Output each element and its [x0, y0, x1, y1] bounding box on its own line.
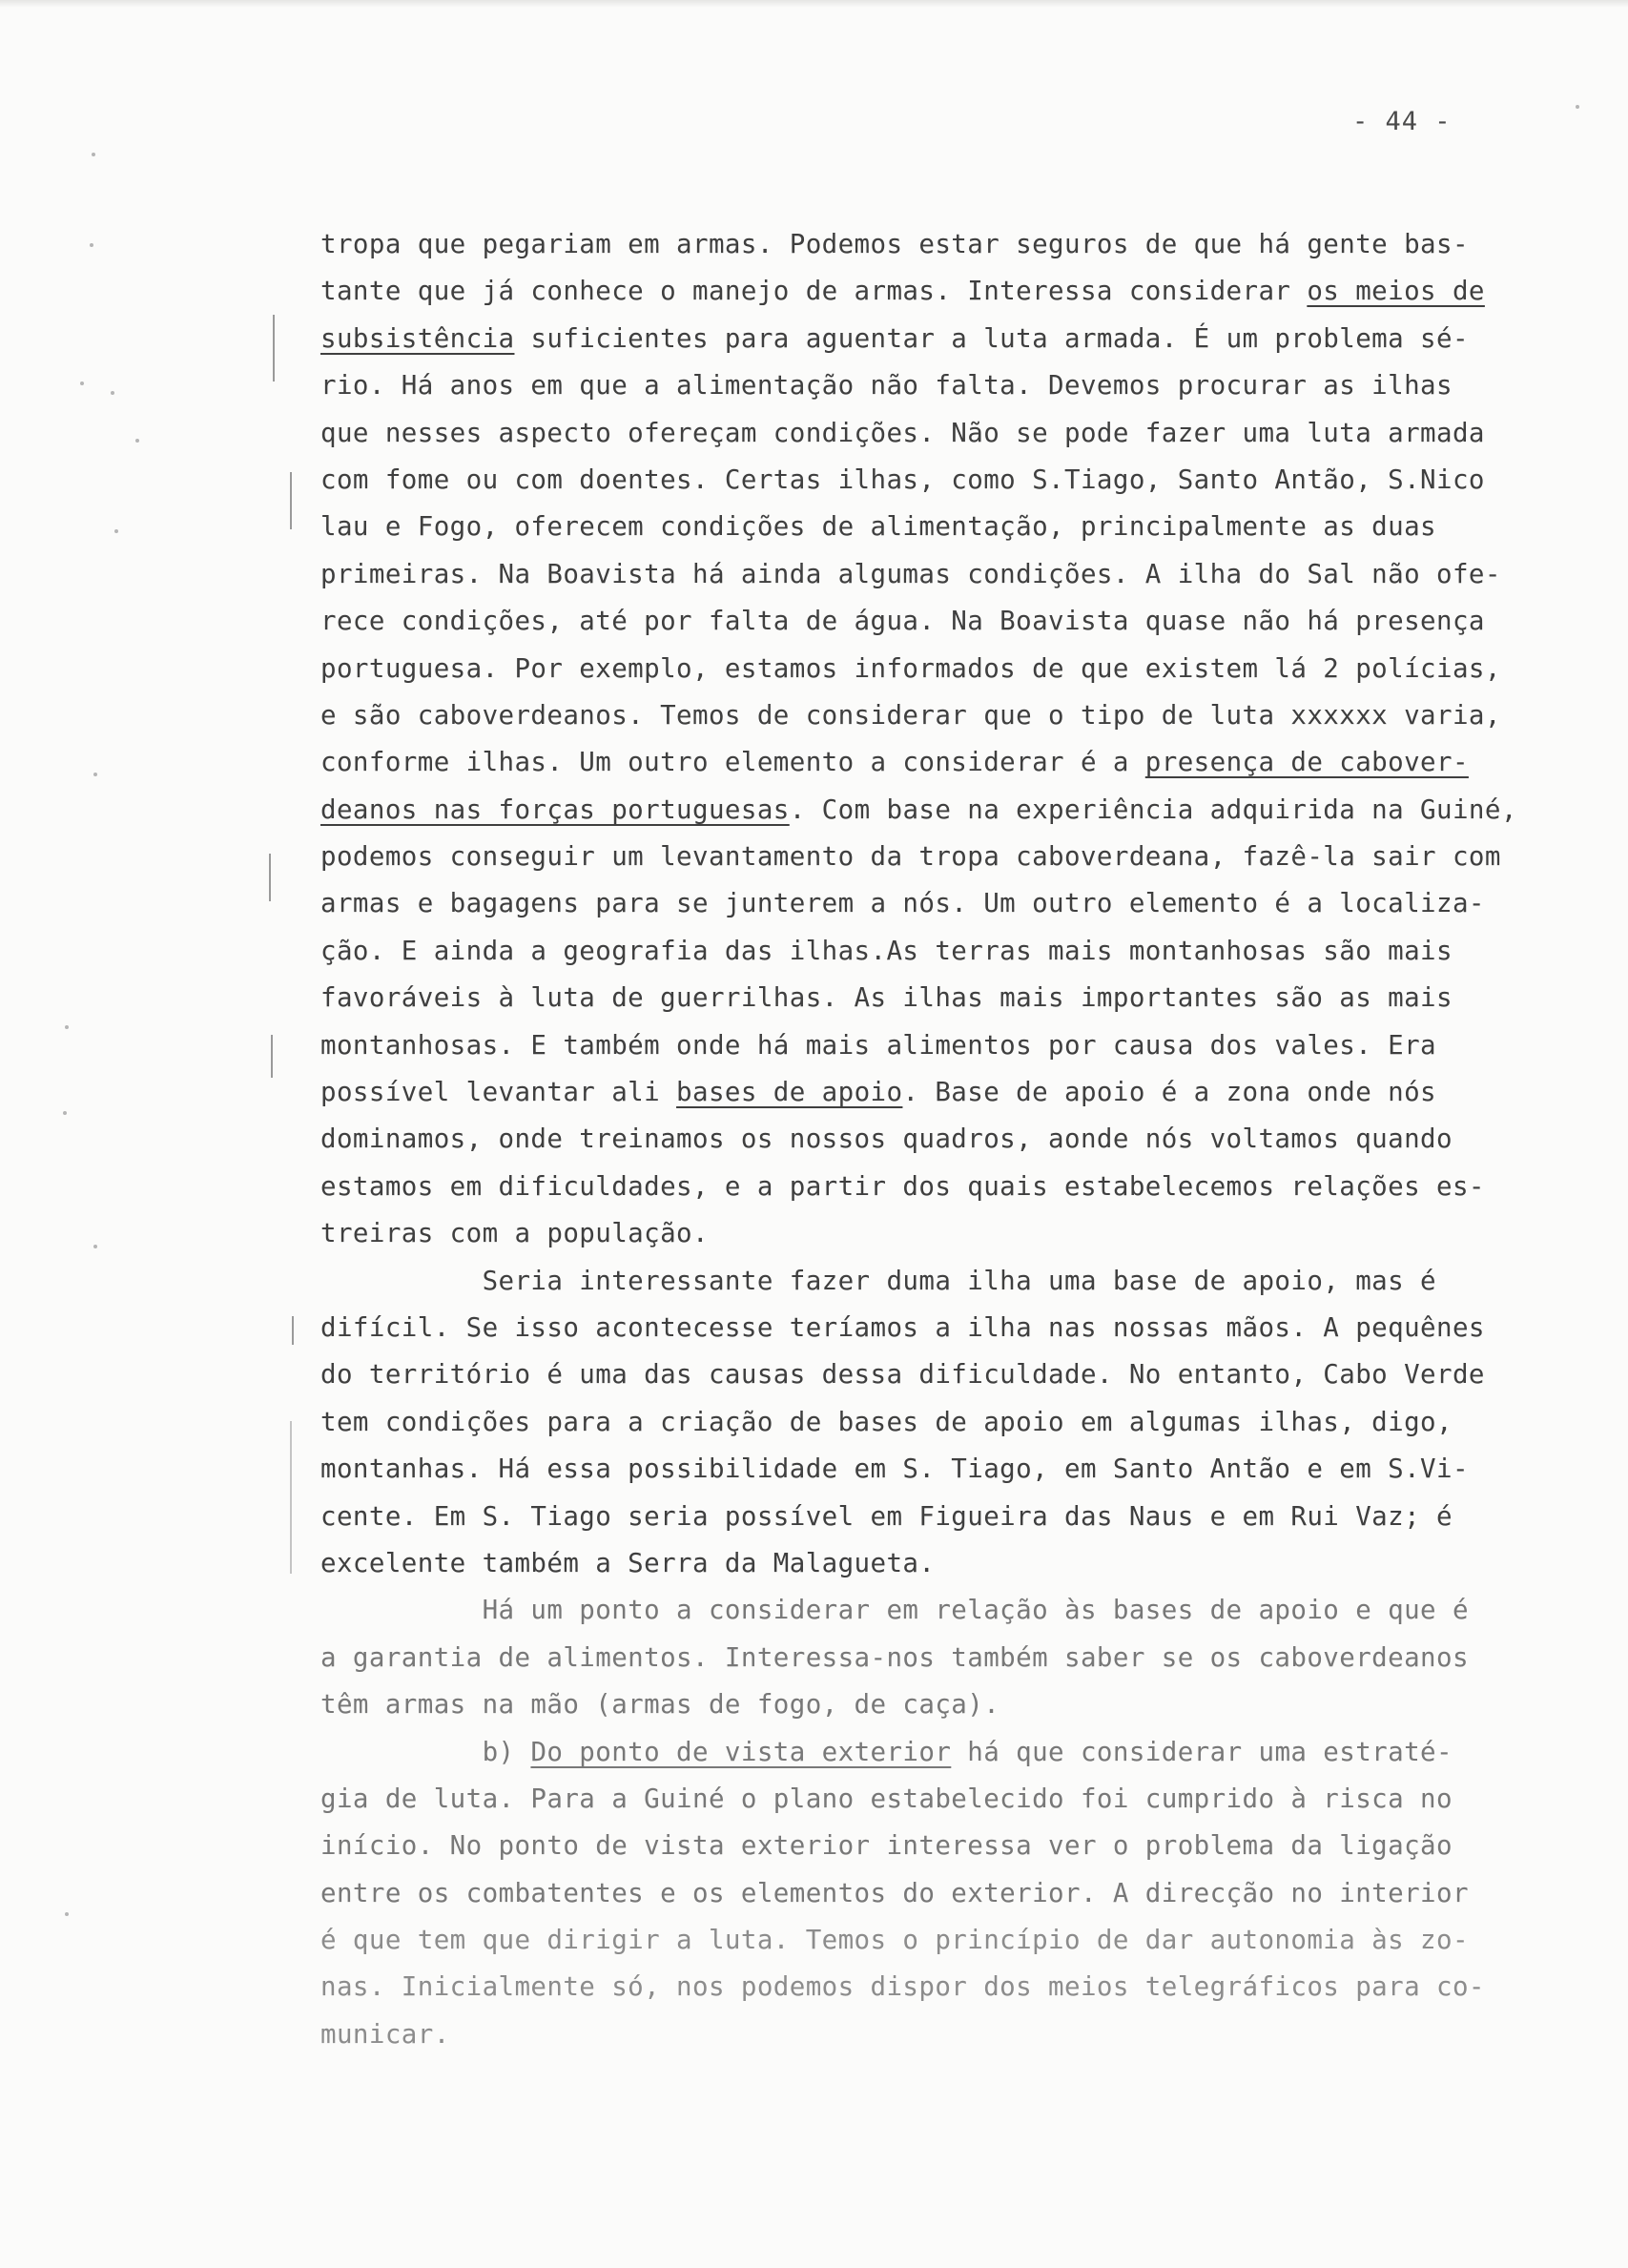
text-line: [320, 410, 1560, 457]
text-line: [320, 221, 1560, 268]
scan-speck: [80, 381, 84, 385]
line-text: tem condições para a criação de bases de apoio em algumas ilhas, digo,: [320, 1406, 1453, 1437]
line-text: . Com base na experiência adquirida na Guiné,: [789, 794, 1517, 825]
text-line: [320, 646, 1560, 692]
text-line: [320, 1305, 1560, 1351]
scan-speck: [135, 439, 139, 443]
line-text: . Base de apoio é a zona onde nós: [902, 1077, 1436, 1108]
line-text: estamos em dificuldades, e a partir dos quais estabelecemos relações es-: [320, 1170, 1485, 1202]
line-text: dominamos, onde treinamos os nossos quadros, aonde nós voltamos quando: [320, 1124, 1453, 1155]
underlined-phrase: deanos nas forças portuguesas: [320, 794, 790, 825]
line-text: montanhas. Há essa possibilidade em S. Tiago, em Santo Antão e em S.Vi-: [320, 1454, 1469, 1485]
scan-speck: [93, 1245, 97, 1248]
line-text: rece condições, até por falta de água. Na Boavista quase não há presença: [320, 606, 1485, 637]
line-text: têm armas na mão (armas de fogo, de caça).: [320, 1689, 1000, 1721]
line-text: é que tem que dirigir a luta. Temos o princípio de dar autonomia às zo-: [320, 1925, 1469, 1956]
text-line: [320, 1399, 1560, 1446]
text-line: [320, 457, 1560, 504]
margin-mark: [290, 1421, 292, 1574]
line-text: lau e Fogo, oferecem condições de alimentação, principalmente as duas: [320, 511, 1436, 543]
underlined-phrase: os meios de: [1307, 276, 1485, 307]
text-line: [320, 1681, 1560, 1728]
line-text: montanhosas. E também onde há mais alimentos por causa dos vales. Era: [320, 1029, 1436, 1061]
underlined-phrase: presença de cabover-: [1144, 747, 1469, 778]
line-text: há que considerar uma estraté-: [951, 1736, 1453, 1767]
line-text: armas e bagagens para se junterem a nós. Um outro elemento é a localiza-: [320, 888, 1485, 919]
text-line: [320, 1258, 1560, 1305]
text-line: [320, 928, 1560, 975]
underlined-phrase: bases de apoio: [676, 1077, 903, 1108]
text-line: [320, 1776, 1560, 1823]
text-line: [320, 362, 1560, 409]
text-line: [320, 598, 1560, 645]
margin-mark: [273, 315, 275, 381]
margin-mark: [269, 854, 271, 901]
typed-body-text: [320, 221, 1560, 2058]
line-text: favoráveis à luta de guerrilhas. As ilhas mais importantes são as mais: [320, 982, 1453, 1014]
line-text: que nesses aspecto ofereçam condições. Não se pode fazer uma luta armada: [320, 417, 1485, 448]
text-line: [320, 1823, 1560, 1869]
line-text: e são caboverdeanos. Temos de considerar que o tipo de luta xxxxxx varia,: [320, 699, 1501, 731]
line-text: início. No ponto de vista exterior interessa ver o problema da ligação: [320, 1830, 1453, 1862]
scan-speck: [65, 1912, 69, 1916]
text-line: [320, 268, 1560, 315]
scan-speck: [1576, 105, 1579, 109]
line-text: primeiras. Na Boavista há ainda algumas condições. A ilha do Sal não ofe-: [320, 558, 1501, 589]
line-text: treiras com a população.: [320, 1218, 709, 1249]
scan-speck: [111, 391, 114, 395]
scan-speck: [63, 1111, 67, 1115]
line-text: com fome ou com doentes. Certas ilhas, como S.Tiago, Santo Antão, S.Nico: [320, 464, 1485, 495]
text-line: [320, 1870, 1560, 1917]
line-text: difícil. Se isso acontecesse teríamos a ilha nas nossas mãos. A pequênes: [320, 1311, 1485, 1343]
text-line: [320, 1494, 1560, 1540]
margin-mark: [271, 1035, 273, 1078]
underlined-phrase: Do ponto de vista exterior: [530, 1736, 952, 1767]
text-line: [320, 1210, 1560, 1257]
line-text: podemos conseguir um levantamento da tropa caboverdeana, fazê-la sair com: [320, 841, 1501, 873]
margin-mark: [290, 472, 292, 529]
line-text: ção. E ainda a geografia das ilhas.As terras mais montanhosas são mais: [320, 935, 1453, 966]
scan-speck: [93, 773, 97, 776]
line-text: a garantia de alimentos. Interessa-nos também saber se os caboverdeanos: [320, 1641, 1469, 1673]
line-text: conforme ilhas. Um outro elemento a considerar é a: [320, 747, 1145, 778]
line-text: gia de luta. Para a Guiné o plano estabelecido foi cumprido à risca no: [320, 1783, 1453, 1814]
line-text: tropa que pegariam em armas. Podemos estar seguros de que há gente bas-: [320, 229, 1469, 259]
scan-speck: [114, 529, 118, 533]
text-line: [320, 1164, 1560, 1210]
text-line: [320, 975, 1560, 1021]
text-line: [320, 1729, 1560, 1776]
line-text: entre os combatentes e os elementos do exterior. A direcção no interior: [320, 1877, 1469, 1908]
text-line: [320, 316, 1560, 362]
text-line: [320, 1022, 1560, 1069]
line-text: tante que já conhece o manejo de armas. Interessa considerar: [320, 276, 1308, 307]
text-line: [320, 880, 1560, 927]
text-line: [320, 1069, 1560, 1116]
text-line: [320, 1446, 1560, 1493]
text-line: [320, 551, 1560, 598]
scan-speck: [65, 1025, 69, 1029]
line-text: portuguesa. Por exemplo, estamos informados de que existem lá 2 polícias,: [320, 652, 1501, 684]
scan-edge: [0, 0, 1628, 8]
text-line: [320, 692, 1560, 739]
line-text: excelente também a Serra da Malagueta.: [320, 1547, 936, 1578]
margin-mark: [292, 1316, 294, 1345]
line-text: nas. Inicialmente só, nos podemos dispor dos meios telegráficos para co-: [320, 1971, 1485, 2003]
text-line: [320, 834, 1560, 880]
text-line: [320, 2011, 1560, 2058]
text-line: [320, 1587, 1560, 1634]
line-text: municar.: [320, 2018, 450, 2050]
line-text: possível levantar ali: [320, 1077, 677, 1108]
text-line: [320, 787, 1560, 834]
line-text: rio. Há anos em que a alimentação não falta. Devemos procurar as ilhas: [320, 370, 1453, 402]
line-text: cente. Em S. Tiago seria possível em Figueira das Naus e em Rui Vaz; é: [320, 1500, 1453, 1532]
line-text: Há um ponto a considerar em relação às bases de apoio e que é: [320, 1595, 1469, 1626]
scan-speck: [90, 243, 93, 247]
text-line: [320, 1116, 1560, 1163]
text-line: [320, 1964, 1560, 2010]
text-line: [320, 1635, 1560, 1681]
text-line: [320, 1351, 1560, 1398]
text-line: [320, 1540, 1560, 1587]
text-line: [320, 1917, 1560, 1964]
underlined-phrase: subsistência: [320, 322, 515, 354]
line-text: do território é uma das causas dessa dificuldade. No entanto, Cabo Verde: [320, 1359, 1485, 1391]
line-text: b): [320, 1736, 531, 1767]
line-text: suficientes para aguentar a luta armada. É um problema sé-: [514, 322, 1469, 354]
text-line: [320, 504, 1560, 550]
text-line: [320, 739, 1560, 786]
scan-speck: [92, 153, 95, 156]
line-text: Seria interessante fazer duma ilha uma base de apoio, mas é: [320, 1265, 1436, 1296]
page-number: - 44 -: [1352, 107, 1452, 136]
